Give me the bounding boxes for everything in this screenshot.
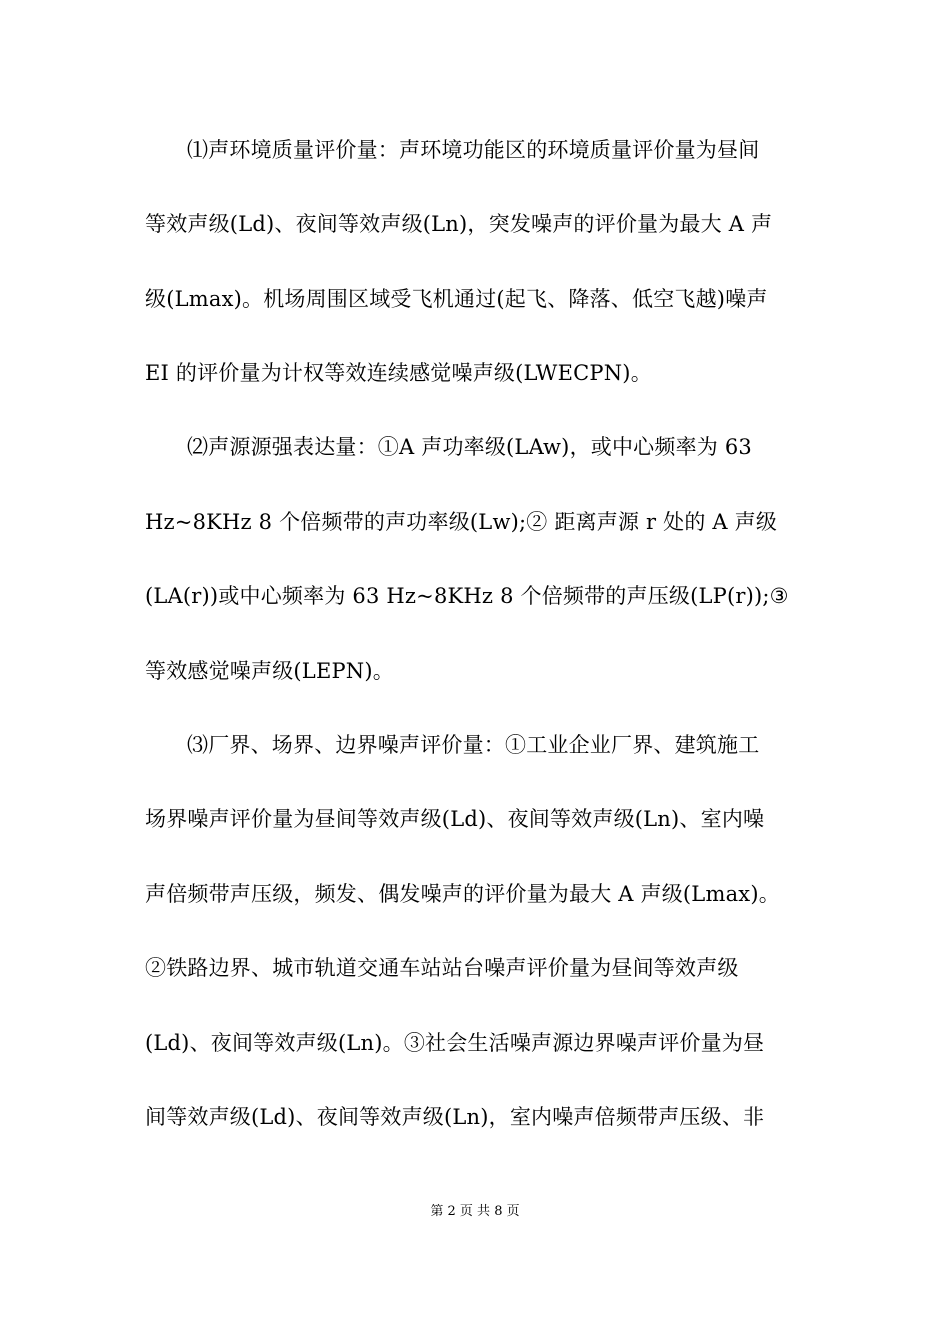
- text-line: (LA(r))或中心频率为 63 Hz~8KHz 8 个倍频带的声压级(LP(r));③: [145, 584, 789, 608]
- text-line: (Ld)、夜间等效声级(Ln)。③社会生活噪声源边界噪声评价量为昼: [145, 1031, 765, 1055]
- text-line: ⑵声源源强表达量：①A 声功率级(LAw)，或中心频率为 63: [187, 435, 752, 459]
- text-line: ⑶厂界、场界、边界噪声评价量：①工业企业厂界、建筑施工: [187, 733, 760, 757]
- text-line: 等效感觉噪声级(LEPN)。: [145, 659, 394, 683]
- text-line: ②铁路边界、城市轨道交通车站站台噪声评价量为昼间等效声级: [145, 956, 739, 980]
- text-line: ⑴声环境质量评价量：声环境功能区的环境质量评价量为昼间: [187, 138, 760, 162]
- text-line: 场界噪声评价量为昼间等效声级(Ld)、夜间等效声级(Ln)、室内噪: [145, 807, 765, 831]
- page-number-footer: 第 2 页 共 8 页: [430, 1204, 520, 1219]
- text-line: 间等效声级(Ld)、夜间等效声级(Ln)，室内噪声倍频带声压级、非: [145, 1105, 765, 1129]
- text-line: Hz~8KHz 8 个倍频带的声功率级(Lw);② 距离声源 r 处的 A 声级: [145, 510, 778, 534]
- text-line: 级(Lmax)。机场周围区域受飞机通过(起飞、降落、低空飞越)噪声: [145, 287, 768, 311]
- text-line: 声倍频带声压级，频发、偶发噪声的评价量为最大 A 声级(Lmax)。: [145, 882, 780, 906]
- text-line: EI 的评价量为计权等效连续感觉噪声级(LWECPN)。: [145, 361, 652, 385]
- text-line: 等效声级(Ld)、夜间等效声级(Ln)，突发噪声的评价量为最大 A 声: [145, 212, 773, 236]
